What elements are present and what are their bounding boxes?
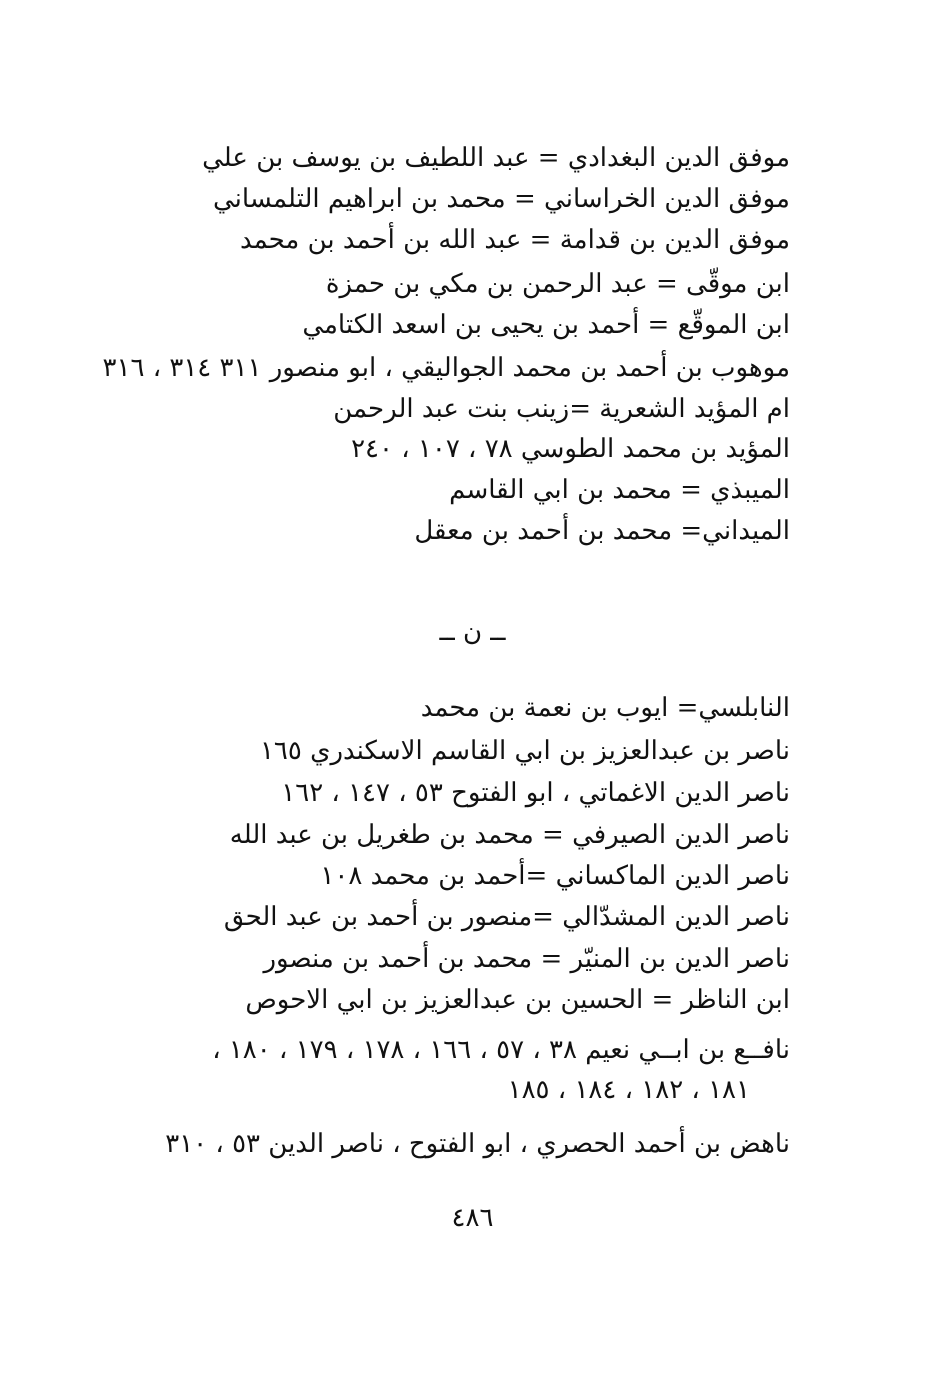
index-entry: الميبذي = محمد بن ابي القاسم [449, 475, 790, 505]
index-entry: المؤيد بن محمد الطوسي ٧٨ ، ١٠٧ ، ٢٤٠ [351, 434, 790, 464]
section-letter-heading: ــ ن ــ [439, 617, 506, 647]
index-entry-nafi: نافــع بن ابــي نعيم ٣٨ ، ٥٧ ، ١٦٦ ، ١٧٨ ، ١٧٩ ، ١٨٠ ، [212, 1035, 790, 1065]
index-entry: ابن موقّى = عبد الرحمن بن مكي بن حمزة [325, 269, 790, 299]
index-entry: ناصر بن عبدالعزيز بن ابي القاسم الاسكندري ١٦٥ [259, 736, 790, 766]
index-entry: ناصر الدين بن المنيّر = محمد بن أحمد بن منصور [263, 944, 790, 974]
index-entry: ابن الناظر = الحسين بن عبدالعزيز بن ابي الاحوص [245, 985, 790, 1015]
index-entry: ناصر الدين الاغماتي ، ابو الفتوح ٥٣ ، ١٤٧ ، ١٦٢ [281, 778, 790, 808]
index-entry: موفق الدين الخراساني = محمد بن ابراهيم التلمساني [212, 184, 790, 214]
index-entry: الميداني= محمد بن أحمد بن معقل [414, 516, 790, 546]
index-entry: ناصر الدين الصيرفي = محمد بن طغريل بن عبد الله [229, 820, 790, 850]
index-entry: ام المؤيد الشعرية =زينب بنت عبد الرحمن [333, 394, 790, 424]
index-entry: النابلسي= ايوب بن نعمة بن محمد [420, 693, 790, 723]
index-entry: ابن الموقّع = أحمد بن يحيى بن اسعد الكتامي [302, 310, 790, 340]
index-entry: ناصر الدين المشدّالي =منصور بن أحمد بن عبد الحق [223, 902, 790, 932]
page-number: ٤٨٦ [451, 1203, 494, 1233]
index-entry: موهوب بن أحمد بن محمد الجواليقي ، ابو منصور ٣١١ ٣١٤ ، ٣١٦ [102, 353, 790, 383]
index-entry-nahid: ناهض بن أحمد الحصري ، ابو الفتوح ، ناصر الدين ٥٣ ، ٣١٠ [165, 1129, 790, 1159]
index-entry: ناصر الدين الماكساني =أحمد بن محمد ١٠٨ [320, 861, 790, 891]
index-entry: موفق الدين البغدادي = عبد اللطيف بن يوسف بن علي [202, 143, 790, 173]
index-entry: موفق الدين بن قدامة = عبد الله بن أحمد بن محمد [239, 225, 790, 255]
index-entry-nafi-continuation: ١٨١ ، ١٨٢ ، ١٨٤ ، ١٨٥ [507, 1075, 750, 1105]
